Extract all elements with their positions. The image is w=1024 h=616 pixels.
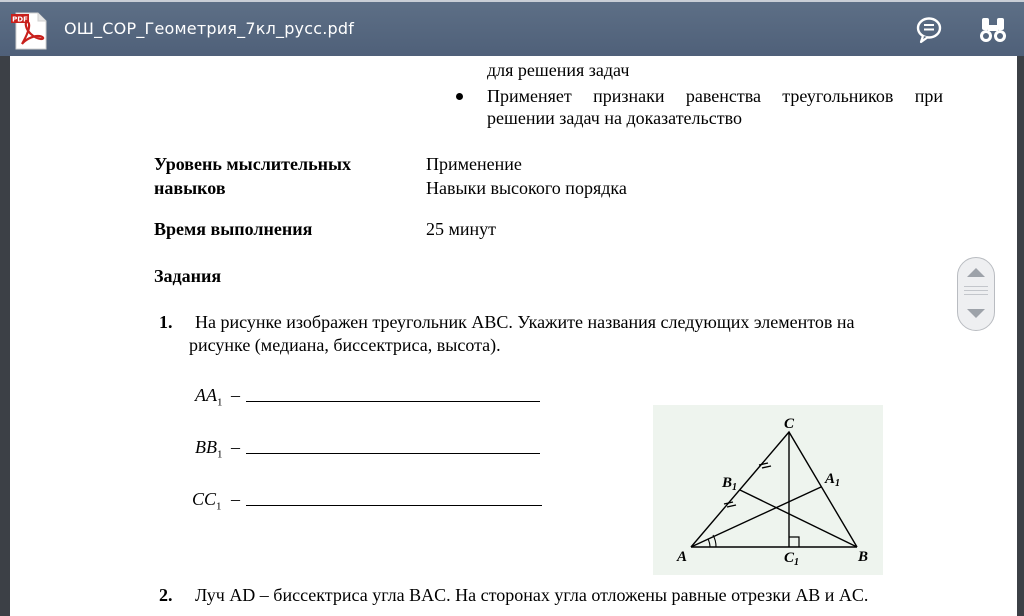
answer-sub: 1 (217, 396, 223, 409)
chat-bubble-icon[interactable] (914, 15, 944, 45)
bullet-text: для решения задач (487, 60, 630, 80)
answer-field-cc1[interactable] (246, 505, 542, 506)
bullet-dot (456, 93, 463, 100)
task-text: На рисунке изображен треугольник ABC. Укажите названия следующих элементов на (195, 312, 855, 332)
point-letter: B (722, 475, 733, 491)
grip-line (964, 286, 988, 287)
thinking-level-label: навыков (154, 178, 226, 198)
point-letter: C (784, 550, 795, 566)
answer-label-aa1 (195, 384, 223, 414)
answer-sub: 1 (217, 448, 223, 461)
vertex-label-a: A (677, 549, 688, 565)
vertex-label-b: B (858, 549, 869, 565)
pdf-page[interactable] (10, 56, 1017, 616)
arrow-up-icon[interactable] (967, 268, 985, 277)
svg-text:PDF: PDF (12, 15, 28, 24)
point-sub: 1 (835, 478, 841, 489)
page-scroll-widget[interactable] (957, 257, 995, 331)
answer-field-bb1[interactable] (246, 453, 540, 454)
answer-field-aa1[interactable] (246, 401, 540, 402)
triangle-figure (653, 405, 883, 575)
bullet-text: решении задач на доказательство (487, 108, 742, 128)
time-value: 25 минут (426, 219, 497, 239)
answer-dash: – (231, 437, 240, 457)
answer-label: AA (195, 385, 217, 405)
vertex-label-c: C (784, 416, 795, 432)
point-letter: A (825, 471, 836, 487)
thinking-level-label: Уровень мыслительных (154, 154, 352, 174)
answer-dash: – (231, 489, 240, 509)
arrow-down-icon[interactable] (967, 309, 985, 318)
answer-label: CC (192, 489, 217, 509)
answer-dash: – (231, 385, 240, 405)
bullet-text: Применяет признаки равенства треугольников при (487, 86, 943, 106)
task-text: рисунке (медиана, биссектриса, высота). (189, 335, 501, 355)
time-label: Время выполнения (154, 219, 313, 239)
answer-label-cc1 (192, 488, 222, 518)
point-sub: 1 (794, 557, 800, 568)
thinking-level-value: Навыки высокого порядка (426, 178, 627, 198)
tasks-heading: Задания (154, 266, 222, 286)
pdf-file-icon (10, 11, 50, 51)
task-number: 2. (159, 585, 173, 605)
answer-sub: 1 (216, 500, 222, 513)
answer-label: BB (195, 437, 217, 457)
thinking-level-value: Применение (426, 154, 522, 174)
task-text: Луч AD – биссектриса угла BAC. На сторонах угла отложены равные отрезки AB и AC. (195, 585, 869, 605)
answer-label-bb1 (195, 436, 223, 466)
binoculars-icon[interactable] (978, 15, 1008, 45)
grip-line (964, 290, 988, 291)
figure-background (653, 405, 883, 575)
title-bar (0, 0, 1024, 56)
grip-line (964, 294, 988, 295)
point-sub: 1 (732, 482, 738, 493)
scroll-grip[interactable] (964, 286, 988, 300)
task-number: 1. (159, 312, 173, 332)
document-title: ОШ_СОР_Геометрия_7кл_русс.pdf (64, 19, 355, 38)
